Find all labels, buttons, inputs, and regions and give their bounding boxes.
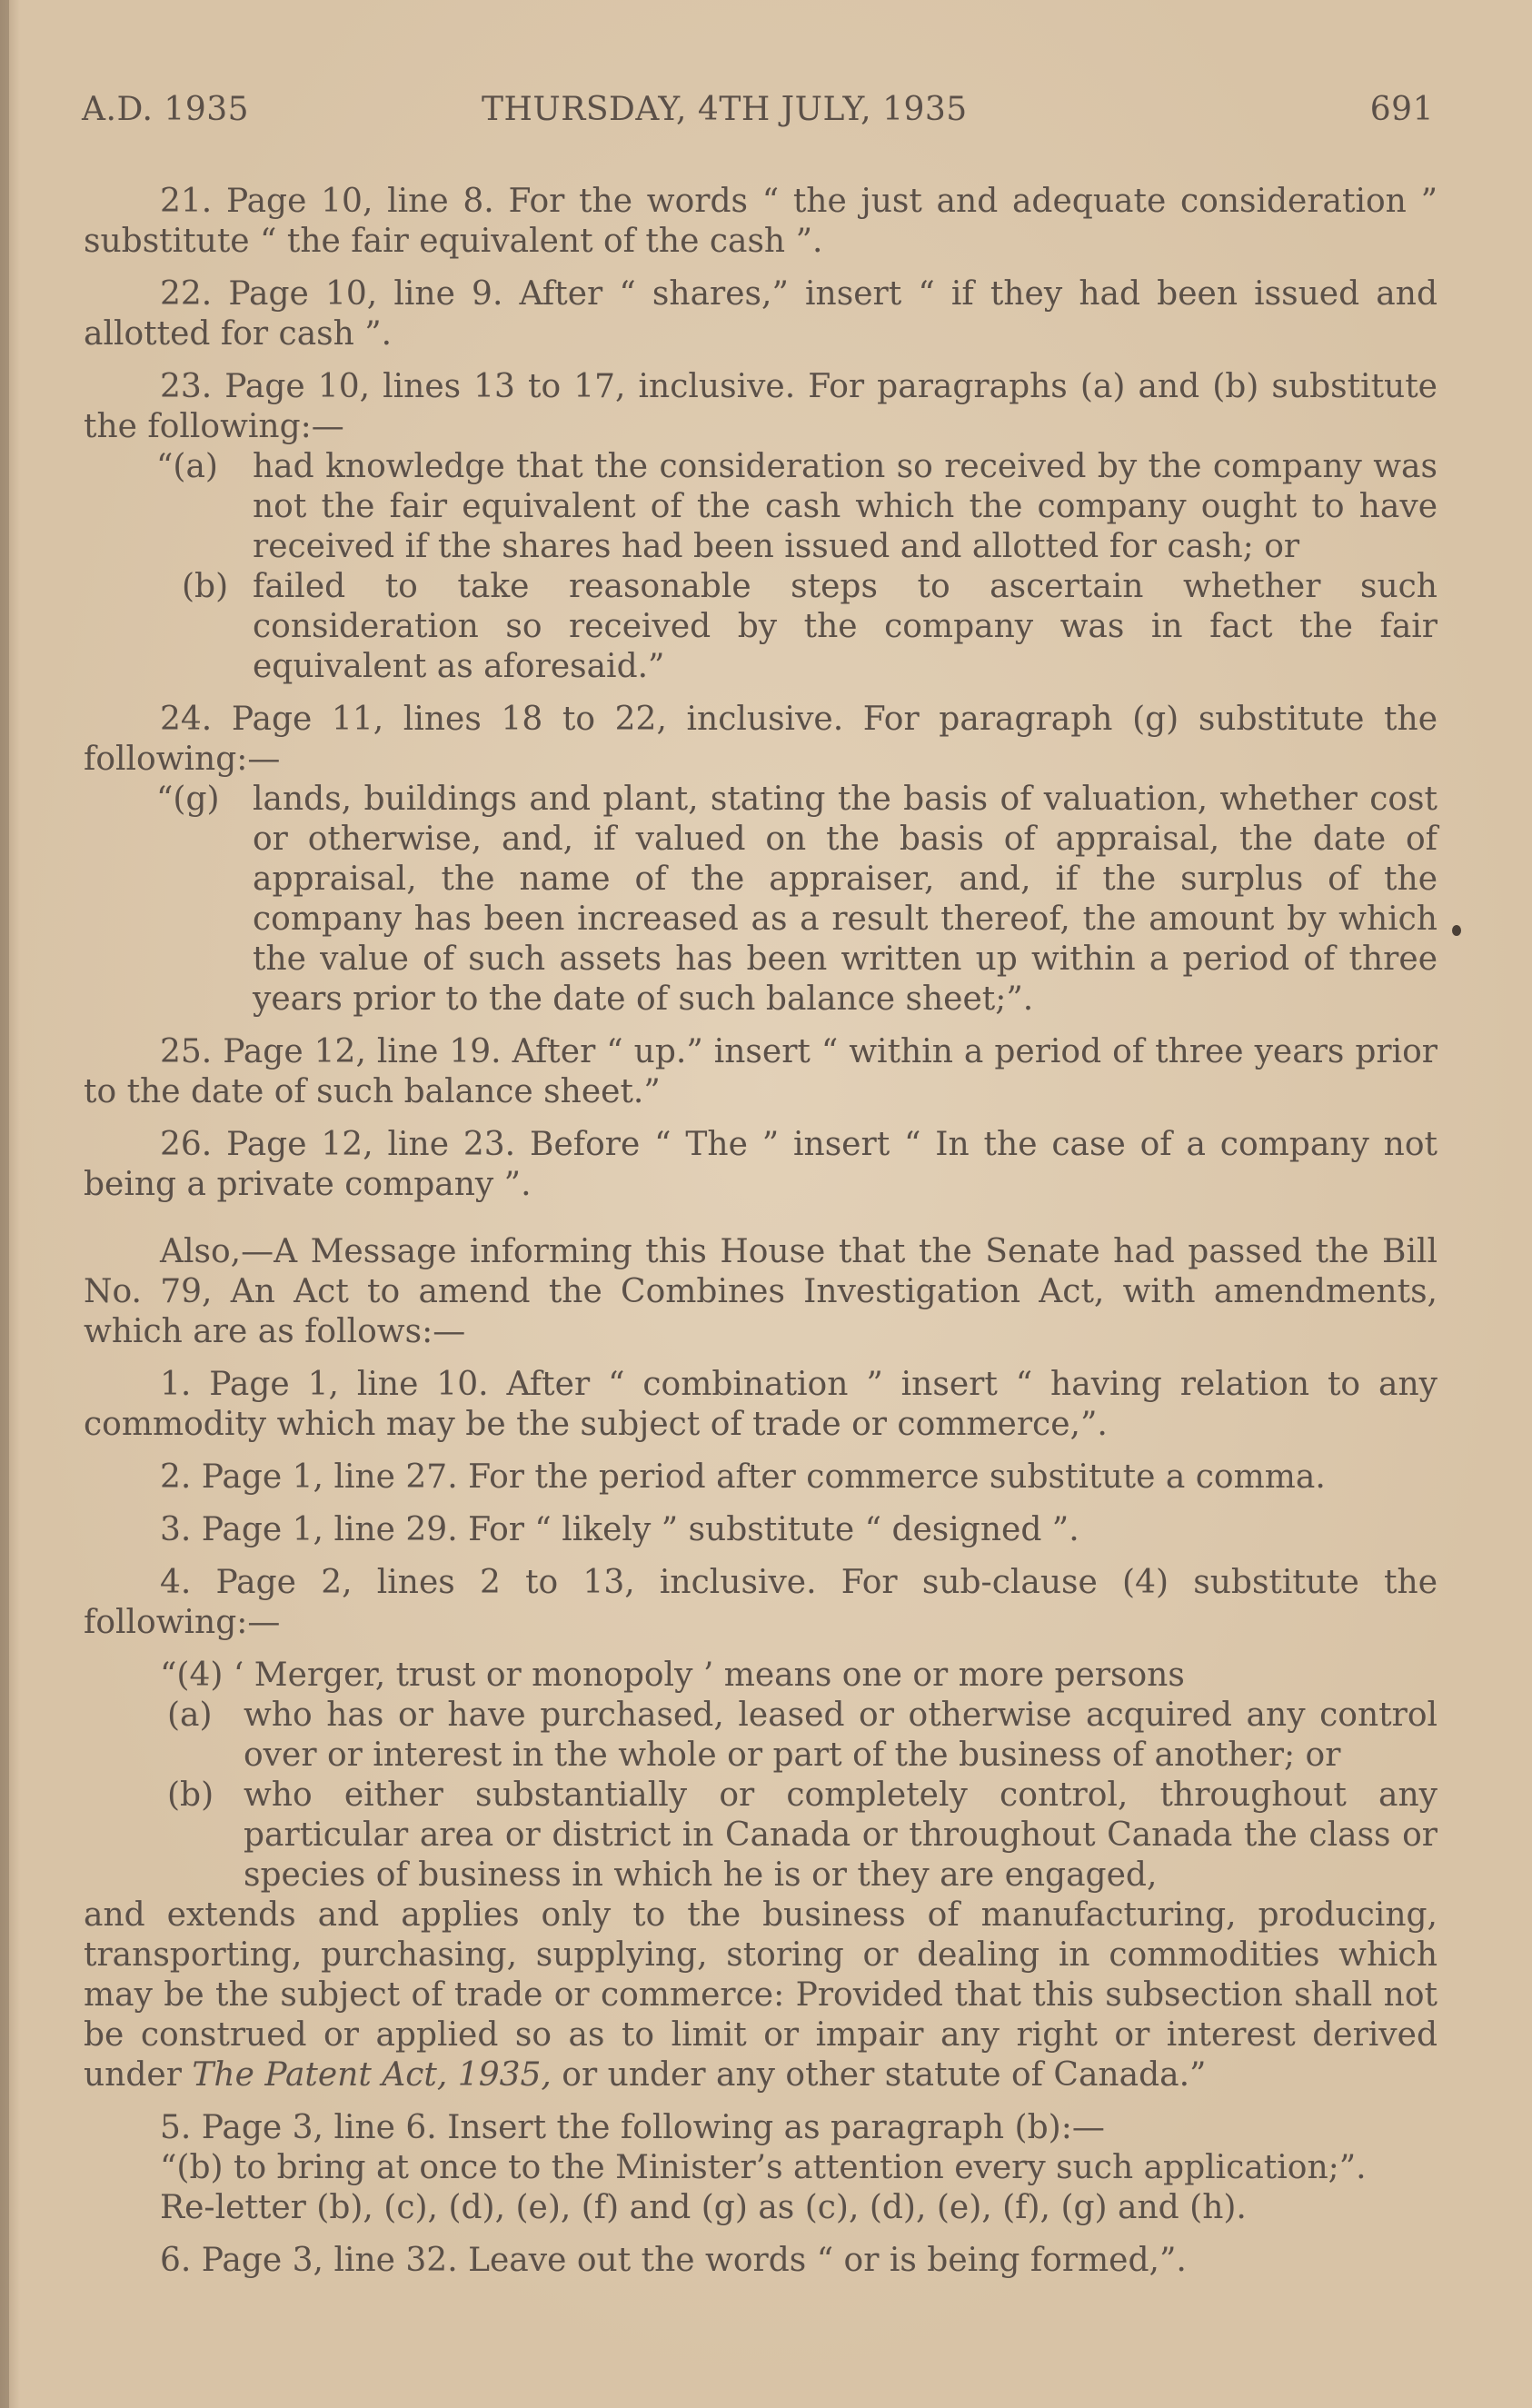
bill-amendment-4: 4. Page 2, lines 2 to 13, inclusive. For sub-clause (4) substitute the following:—	[84, 1564, 1437, 1641]
bill-amendment-1: 1. Page 1, line 10. After “ combination ” insert “ having relation to any commodity which may be the subject of trade or commerce,”.	[84, 1366, 1437, 1443]
header-year: A.D. 1935	[82, 91, 250, 128]
page-binding-edge	[0, 0, 9, 2408]
amendment-26: 26. Page 12, line 23. Before “ The ” insert “ In the case of a company not being a private company ”.	[84, 1126, 1437, 1203]
bill-amendment-6: 6. Page 3, line 32. Leave out the words “ or is being formed,”.	[160, 2242, 1187, 2279]
amendment-24-para-g	[84, 780, 1437, 1020]
bill-amendment-3: 3. Page 1, line 29. For “ likely ” substitute “ designed ”.	[160, 1511, 1079, 1548]
subclause-4: “(4) ‘ Merger, trust or monopoly ’ means one or more persons	[160, 1657, 1185, 1694]
para-text: failed to take reasonable steps to ascertain whether such consideration so received by the company was in fact the fair equivalent as aforesaid.”	[253, 568, 1437, 685]
page-body	[84, 182, 1437, 2281]
para-text: had knowledge that the consideration so received by the company was not the fair equivalent of the cash which the company ought to have received if the shares had been issued and allotted for cash; or	[253, 448, 1437, 565]
amendment-23: 23. Page 10, lines 13 to 17, inclusive. For paragraphs (a) and (b) substitute the following:—	[84, 368, 1437, 445]
amendment-24: 24. Page 11, lines 18 to 22, inclusive. For paragraph (g) substitute the following:—	[84, 701, 1437, 778]
para-text: lands, buildings and plant, stating the basis of valuation, whether cost or otherwise, and, if valued on the basis of appraisal, the date of appraisal, the name of the appraiser, and, if the surplus of the company has been increased as a result thereof, the amount by which the value of such assets has been written up within a period of three years prior to the date of such balance sheet;”.	[253, 781, 1437, 1018]
subclause-4-para-a	[84, 1696, 1437, 1776]
subclause-4-para-b	[84, 1776, 1437, 1896]
amendment-21: 21. Page 10, line 8. For the words “ the just and adequate consideration ” substitute “ the fair equivalent of the cash ”.	[84, 183, 1437, 260]
bill-amendment-5-reletter: Re-letter (b), (c), (d), (e), (f) and (g) as (c), (d), (e), (f), (g) and (h).	[160, 2189, 1247, 2226]
patent-act-title: The Patent Act, 1935,	[192, 2056, 552, 2094]
page-number: 691	[1369, 91, 1434, 128]
para-label: “(a)	[156, 448, 218, 485]
amendment-23-para-a	[84, 447, 1437, 567]
bill-amendment-5: 5. Page 3, line 6. Insert the following as paragraph (b):—	[160, 2109, 1105, 2146]
para-label: “(g)	[156, 781, 220, 818]
amendment-25: 25. Page 12, line 19. After “ up.” insert “ within a period of three years prior to the date of such balance sheet.”	[84, 1033, 1437, 1110]
page-header	[82, 91, 1434, 136]
senate-message: Also,—A Message informing this House that the Senate had passed the Bill No. 79, An Act to amend the Combines Investigation Act, with amendments, which are as follows:—	[84, 1233, 1437, 1350]
para-text: who either substantially or completely control, throughout any particular area or district in Canada or throughout Canada the class or species of business in which he is or they are engaged,	[244, 1776, 1437, 1894]
para-label: (b)	[182, 568, 229, 605]
header-date: THURSDAY, 4TH JULY, 1935	[482, 91, 968, 128]
bill-amendment-5-para-b: “(b) to bring at once to the Minister’s attention every such application;”.	[160, 2149, 1367, 2186]
para-label: (b)	[167, 1776, 214, 1814]
para-text: who has or have purchased, leased or otherwise acquired any control over or interest in the whole or part of the business of another; or	[244, 1697, 1437, 1774]
bill-amendment-2: 2. Page 1, line 27. For the period after commerce substitute a comma.	[160, 1458, 1326, 1496]
para-label: (a)	[167, 1697, 213, 1734]
amendment-23-para-b	[84, 567, 1437, 687]
subclause-4-tail: and extends and applies only to the business of manufacturing, producing, transporting, purchasing, supplying, storing or dealing in commodities which may be the subject of trade or commerce: Provided that this subsection shall not be construed or applied so as to limit or impair any right or interest derived under The Patent Act, 1935, or under any other statute of Canada.”	[84, 1896, 1437, 2094]
amendment-22: 22. Page 10, line 9. After “ shares,” insert “ if they had been issued and allotted for cash ”.	[84, 275, 1437, 353]
ink-speck	[1452, 925, 1461, 936]
